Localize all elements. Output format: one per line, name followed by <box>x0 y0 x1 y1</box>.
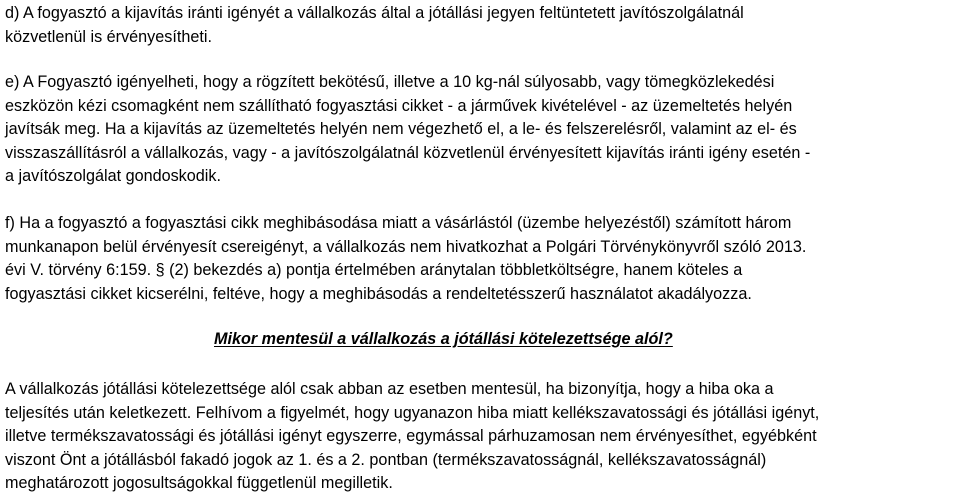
text-line: fogyasztási cikket kicserélni, feltéve, hogy a meghibásodás a rendeltetésszerű használatot akadályozza. <box>5 284 752 303</box>
text-line: a javítószolgálat gondoskodik. <box>5 167 221 185</box>
text-line: eszközön kézi csomagként nem szállítható fogyasztási cikket - a járművek kivételével - az üzemeltetés helyén <box>5 96 793 115</box>
text-line: f) Ha a fogyasztó a fogyasztási cikk meghibásodása miatt a vásárlástól (üzembe helyezéstől) számított három <box>5 214 792 232</box>
text-line: A vállalkozás jótállási kötelezettsége alól csak abban az esetben mentesül, ha bizonyítja, hogy a hiba oka a <box>5 380 774 398</box>
text-line: munkanapon belül érvényesít csereigényt, a vállalkozás nem hivatkozhat a Polgári Törvénykönyvről szóló 2013. <box>5 237 807 256</box>
text-line: viszont Önt a jótállásból fakadó jogok az 1. és a 2. pontban (termékszavatosságnál, kellékszavatosságnál) <box>5 450 767 469</box>
text-line: közvetlenül is érvényesítheti. <box>5 27 212 46</box>
section-heading: Mikor mentesül a vállalkozás a jótállási kötelezettsége alól? <box>214 330 673 348</box>
text-line: e) A Fogyasztó igényelheti, hogy a rögzített bekötésű, illetve a 10 kg-nál súlyosabb, vagy tömegközlekedési <box>5 73 775 91</box>
text-line: javítsák meg. Ha a kijavítás az üzemeltetés helyén nem végezhető el, a le- és felszerelésről, valamint az el- és <box>5 120 797 138</box>
paragraph-d <box>5 2 744 49</box>
paragraph-e <box>5 71 810 189</box>
paragraph-final <box>5 378 819 496</box>
text-line: illetve termékszavatossági és jótállási igényt egyszerre, egymással párhuzamosan nem érvényesíthet, egyébként <box>5 427 817 445</box>
text-line: d) A fogyasztó a kijavítás iránti igényét a vállalkozás által a jótállási jegyen feltüntetett javítószolgálatnál <box>5 4 744 22</box>
text-line: visszaszállításról a vállalkozás, vagy - a javítószolgálatnál közvetlenül érvényesített kijavítás iránti igény esetén - <box>5 143 811 162</box>
paragraph-f <box>5 212 806 306</box>
text-line: meghatározott jogosultságokkal függetlenül megilletik. <box>5 474 393 492</box>
text-line: évi V. törvény 6:159. § (2) bekezdés a) pontja értelmében aránytalan többletköltségre, hanem köteles a <box>5 261 743 279</box>
text-line: teljesítés után keletkezett. Felhívom a figyelmét, hogy ugyanazon hiba miatt kellékszavatossági és jótállási igényt, <box>5 403 820 422</box>
